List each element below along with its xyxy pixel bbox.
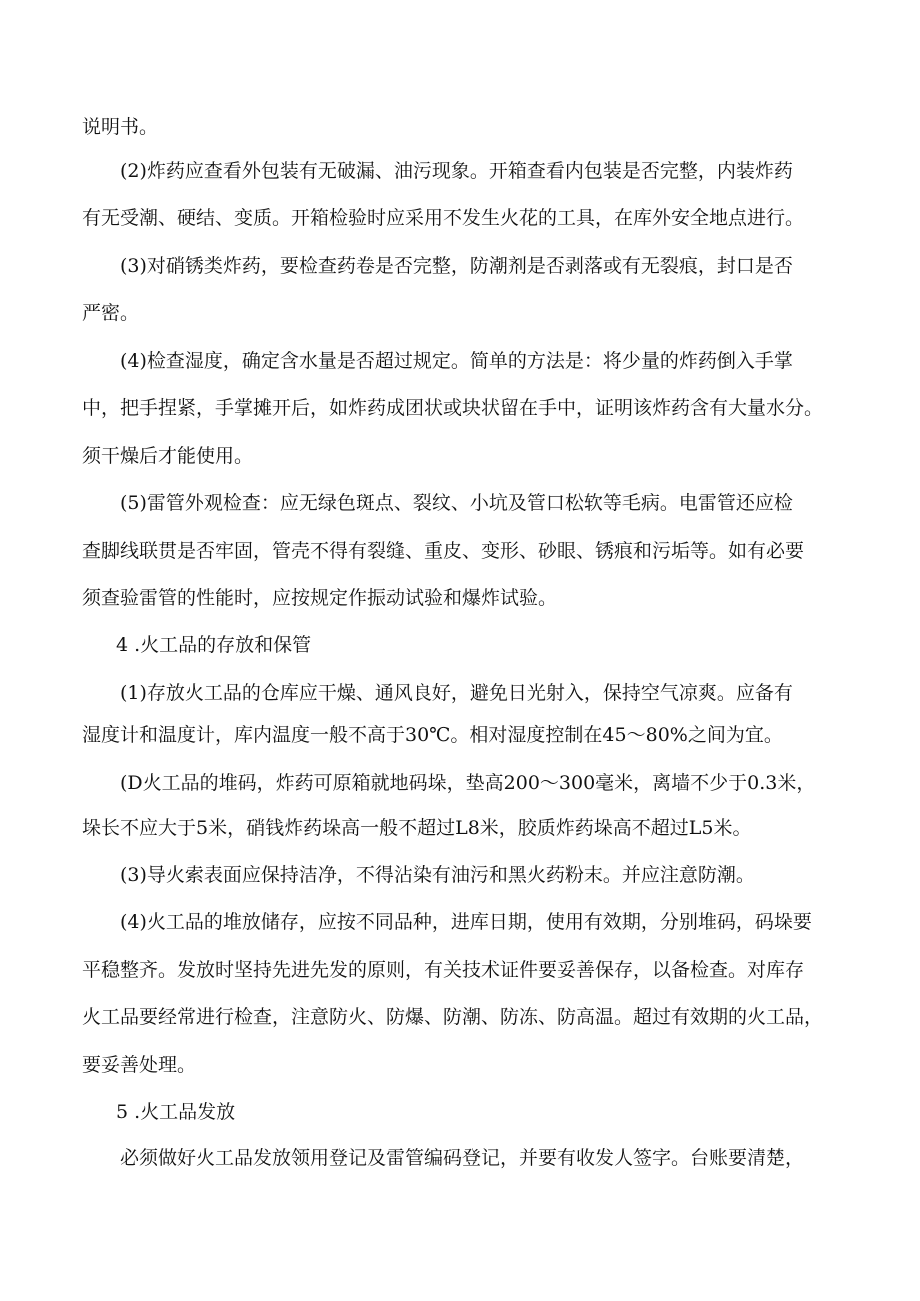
text-line: 说明书。	[82, 116, 159, 138]
text-line: (D火工品的堆码，炸药可原箱就地码垛，垫高200～300毫米，离墙不少于0.3米，	[120, 772, 816, 794]
text-line: 须干燥后才能使用。	[82, 445, 254, 467]
text-line: (2)炸药应查看外包装有无破漏、油污现象。开箱查看内包装是否完整，内装炸药	[120, 160, 793, 182]
text-line: 中，把手捏紧，手掌摊开后，如炸药成团状或块状留在手中，证明该炸药含有大量水分。	[82, 397, 824, 419]
text-line: 垛长不应大于5米，硝钱炸药垛高一般不超过L8米，胶质炸药垛高不超过L5米。	[82, 817, 752, 839]
text-line: 须查验雷管的性能时，应按规定作振动试验和爆炸试验。	[82, 587, 558, 609]
text-line: (5)雷管外观检查：应无绿色斑点、裂纹、小坑及管口松软等毛病。电雷管还应检	[120, 492, 793, 514]
text-line: 平稳整齐。发放时坚持先进先发的原则，有关技术证件要妥善保存，以备检查。对库存	[82, 959, 805, 981]
text-line: 湿度计和温度计，库内温度一般不高于30℃。相对湿度控制在45～80%之间为宜。	[82, 724, 783, 746]
text-line: (4)火工品的堆放储存，应按不同品种，进库日期，使用有效期，分别堆码，码垛要	[120, 911, 812, 933]
text-line: 严密。	[82, 302, 140, 324]
text-line: (3)导火索表面应保持洁净，不得沾染有油污和黑火药粉末。并应注意防潮。	[120, 864, 755, 886]
text-line: (4)检查湿度，确定含水量是否超过规定。简单的方法是：将少量的炸药倒入手掌	[120, 350, 793, 372]
text-line: 必须做好火工品发放领用登记及雷管编码登记，并要有收发人签字。台账要清楚，	[120, 1147, 805, 1169]
text-line: 查脚线联贯是否牢固，管壳不得有裂缝、重皮、变形、砂眼、锈痕和污垢等。如有必要	[82, 540, 805, 562]
text-line: 有无受潮、硬结、变质。开箱检验时应采用不发生火花的工具，在库外安全地点进行。	[82, 207, 805, 229]
text-line: 火工品要经常进行检查，注意防火、防爆、防潮、防冻、防高温。超过有效期的火工品，	[82, 1006, 824, 1028]
section-heading: 5 .火工品发放	[116, 1101, 236, 1123]
text-line: (3)对硝锈类炸药，要检查药卷是否完整，防潮剂是否剥落或有无裂痕，封口是否	[120, 255, 793, 277]
text-line: (1)存放火工品的仓库应干燥、通风良好，避免日光射入，保持空气凉爽。应备有	[120, 682, 793, 704]
text-line: 要妥善处理。	[82, 1054, 197, 1076]
section-heading: 4 .火工品的存放和保管	[116, 634, 312, 656]
